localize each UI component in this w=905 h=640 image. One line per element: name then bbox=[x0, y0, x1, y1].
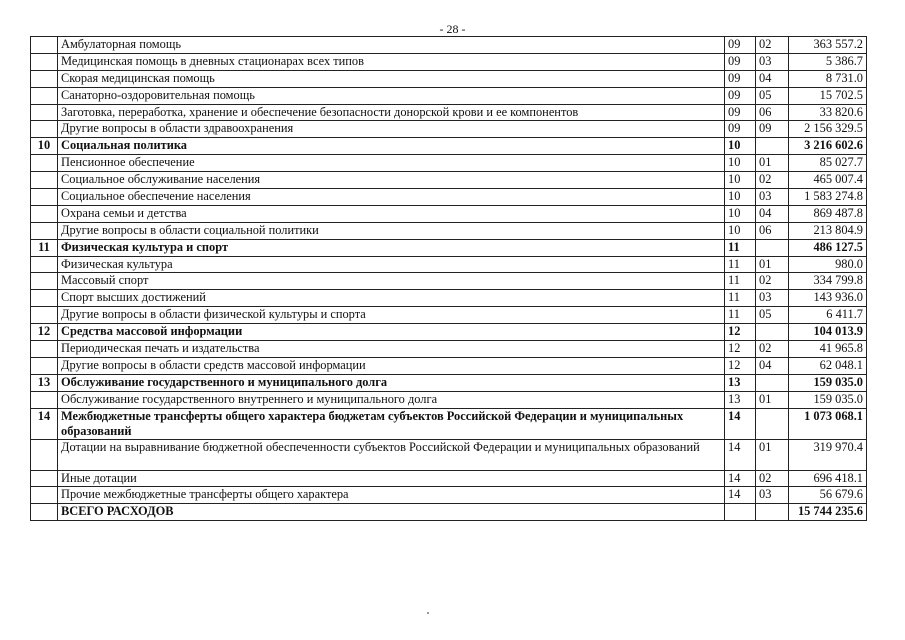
expense-name-cell: ВСЕГО РАСХОДОВ bbox=[58, 504, 725, 521]
section-code-cell: 09 bbox=[725, 104, 756, 121]
section-number-cell bbox=[31, 504, 58, 521]
section-code-cell: 10 bbox=[725, 205, 756, 222]
table-row bbox=[31, 307, 867, 324]
table-row bbox=[31, 439, 867, 470]
section-number-cell bbox=[31, 87, 58, 104]
amount-cell: 159 035.0 bbox=[789, 374, 867, 391]
amount-cell: 41 965.8 bbox=[789, 341, 867, 358]
section-number-cell bbox=[31, 470, 58, 487]
expense-name-cell: Санаторно-оздоровительная помощь bbox=[58, 87, 725, 104]
expense-name-cell: Иные дотации bbox=[58, 470, 725, 487]
table-row bbox=[31, 239, 867, 256]
amount-cell: 5 386.7 bbox=[789, 53, 867, 70]
subsection-code-cell: 03 bbox=[756, 53, 789, 70]
section-code-cell: 14 bbox=[725, 439, 756, 470]
table-row bbox=[31, 273, 867, 290]
section-number-cell bbox=[31, 222, 58, 239]
subsection-code-cell: 04 bbox=[756, 357, 789, 374]
section-code-cell: 11 bbox=[725, 307, 756, 324]
table-row bbox=[31, 70, 867, 87]
section-code-cell: 12 bbox=[725, 324, 756, 341]
amount-cell: 2 156 329.5 bbox=[789, 121, 867, 138]
amount-cell: 8 731.0 bbox=[789, 70, 867, 87]
section-code-cell: 13 bbox=[725, 374, 756, 391]
amount-cell: 1 073 068.1 bbox=[789, 408, 867, 439]
subsection-code-cell bbox=[756, 504, 789, 521]
table-row bbox=[31, 374, 867, 391]
section-code-cell: 09 bbox=[725, 70, 756, 87]
budget-expenses-table bbox=[30, 36, 867, 521]
section-code-cell: 10 bbox=[725, 155, 756, 172]
amount-cell: 6 411.7 bbox=[789, 307, 867, 324]
subsection-code-cell: 05 bbox=[756, 87, 789, 104]
subsection-code-cell: 02 bbox=[756, 37, 789, 54]
section-number-cell bbox=[31, 391, 58, 408]
amount-cell: 85 027.7 bbox=[789, 155, 867, 172]
section-code-cell: 10 bbox=[725, 172, 756, 189]
expense-name-cell: Другие вопросы в области социальной политики bbox=[58, 222, 725, 239]
section-code-cell: 14 bbox=[725, 408, 756, 439]
expense-name-cell: Заготовка, переработка, хранение и обеспечение безопасности донорской крови и ее компонентов bbox=[58, 104, 725, 121]
expense-name-cell: Социальная политика bbox=[58, 138, 725, 155]
subsection-code-cell: 02 bbox=[756, 470, 789, 487]
amount-cell: 56 679.6 bbox=[789, 487, 867, 504]
section-number-cell bbox=[31, 104, 58, 121]
section-code-cell: 14 bbox=[725, 487, 756, 504]
table-row bbox=[31, 408, 867, 439]
subsection-code-cell: 06 bbox=[756, 104, 789, 121]
section-number-cell bbox=[31, 155, 58, 172]
expense-name-cell: Прочие межбюджетные трансферты общего характера bbox=[58, 487, 725, 504]
amount-cell: 319 970.4 bbox=[789, 439, 867, 470]
page-number: - 28 - bbox=[439, 22, 466, 36]
amount-cell: 62 048.1 bbox=[789, 357, 867, 374]
section-number-cell: 14 bbox=[31, 408, 58, 439]
section-number-cell bbox=[31, 307, 58, 324]
table-row bbox=[31, 53, 867, 70]
section-number-cell: 11 bbox=[31, 239, 58, 256]
expense-name-cell: Периодическая печать и издательства bbox=[58, 341, 725, 358]
table-row bbox=[31, 341, 867, 358]
subsection-code-cell: 02 bbox=[756, 172, 789, 189]
amount-cell: 3 216 602.6 bbox=[789, 138, 867, 155]
section-number-cell bbox=[31, 70, 58, 87]
amount-cell: 980.0 bbox=[789, 256, 867, 273]
section-number-cell bbox=[31, 487, 58, 504]
amount-cell: 143 936.0 bbox=[789, 290, 867, 307]
expense-name-cell: Средства массовой информации bbox=[58, 324, 725, 341]
section-number-cell bbox=[31, 53, 58, 70]
expense-name-cell: Межбюджетные трансферты общего характера бюджетам субъектов Российской Федерации и муниципальных образований bbox=[58, 408, 725, 439]
section-number-cell bbox=[31, 273, 58, 290]
subsection-code-cell: 01 bbox=[756, 439, 789, 470]
amount-cell: 486 127.5 bbox=[789, 239, 867, 256]
section-number-cell bbox=[31, 37, 58, 54]
section-code-cell: 11 bbox=[725, 239, 756, 256]
table-row bbox=[31, 357, 867, 374]
subsection-code-cell: 01 bbox=[756, 155, 789, 172]
amount-cell: 363 557.2 bbox=[789, 37, 867, 54]
table-row bbox=[31, 205, 867, 222]
subsection-code-cell bbox=[756, 138, 789, 155]
section-code-cell: 09 bbox=[725, 121, 756, 138]
section-number-cell bbox=[31, 189, 58, 206]
section-code-cell: 09 bbox=[725, 37, 756, 54]
section-code-cell: 10 bbox=[725, 222, 756, 239]
section-number-cell bbox=[31, 172, 58, 189]
table-row bbox=[31, 290, 867, 307]
section-number-cell bbox=[31, 341, 58, 358]
expense-name-cell: Спорт высших достижений bbox=[58, 290, 725, 307]
section-number-cell bbox=[31, 439, 58, 470]
table-row bbox=[31, 504, 867, 521]
subsection-code-cell: 06 bbox=[756, 222, 789, 239]
expense-name-cell: Массовый спорт bbox=[58, 273, 725, 290]
expense-name-cell: Обслуживание государственного внутреннего и муниципального долга bbox=[58, 391, 725, 408]
expense-name-cell: Другие вопросы в области физической культуры и спорта bbox=[58, 307, 725, 324]
section-code-cell: 10 bbox=[725, 189, 756, 206]
section-code-cell: 11 bbox=[725, 290, 756, 307]
expense-name-cell: Медицинская помощь в дневных стационарах всех типов bbox=[58, 53, 725, 70]
section-number-cell: 12 bbox=[31, 324, 58, 341]
table-row bbox=[31, 487, 867, 504]
section-number-cell bbox=[31, 205, 58, 222]
table-row bbox=[31, 155, 867, 172]
amount-cell: 15 744 235.6 bbox=[789, 504, 867, 521]
expense-name-cell: Обслуживание государственного и муниципального долга bbox=[58, 374, 725, 391]
amount-cell: 1 583 274.8 bbox=[789, 189, 867, 206]
subsection-code-cell bbox=[756, 408, 789, 439]
subsection-code-cell bbox=[756, 239, 789, 256]
section-number-cell bbox=[31, 256, 58, 273]
section-code-cell: 11 bbox=[725, 273, 756, 290]
table-row bbox=[31, 391, 867, 408]
expense-name-cell: Дотации на выравнивание бюджетной обеспеченности субъектов Российской Федерации и муниципальных образований bbox=[58, 439, 725, 470]
table-body bbox=[31, 37, 867, 521]
expense-name-cell: Амбулаторная помощь bbox=[58, 37, 725, 54]
section-number-cell: 10 bbox=[31, 138, 58, 155]
section-code-cell: 13 bbox=[725, 391, 756, 408]
section-code-cell: 12 bbox=[725, 341, 756, 358]
section-code-cell: 14 bbox=[725, 470, 756, 487]
table-row bbox=[31, 470, 867, 487]
table-row bbox=[31, 324, 867, 341]
amount-cell: 869 487.8 bbox=[789, 205, 867, 222]
subsection-code-cell bbox=[756, 374, 789, 391]
section-number-cell: 13 bbox=[31, 374, 58, 391]
subsection-code-cell: 09 bbox=[756, 121, 789, 138]
expense-name-cell: Другие вопросы в области здравоохранения bbox=[58, 121, 725, 138]
expense-name-cell: Социальное обеспечение населения bbox=[58, 189, 725, 206]
amount-cell: 33 820.6 bbox=[789, 104, 867, 121]
expense-name-cell: Другие вопросы в области средств массовой информации bbox=[58, 357, 725, 374]
amount-cell: 213 804.9 bbox=[789, 222, 867, 239]
subsection-code-cell: 04 bbox=[756, 205, 789, 222]
table-row bbox=[31, 189, 867, 206]
table-row bbox=[31, 222, 867, 239]
table-row bbox=[31, 138, 867, 155]
expense-name-cell: Социальное обслуживание населения bbox=[58, 172, 725, 189]
section-code-cell: 10 bbox=[725, 138, 756, 155]
subsection-code-cell: 02 bbox=[756, 341, 789, 358]
section-number-cell bbox=[31, 121, 58, 138]
table-row bbox=[31, 172, 867, 189]
section-code-cell: 12 bbox=[725, 357, 756, 374]
table-row bbox=[31, 87, 867, 104]
table-row bbox=[31, 121, 867, 138]
subsection-code-cell: 05 bbox=[756, 307, 789, 324]
expense-name-cell: Физическая культура bbox=[58, 256, 725, 273]
section-code-cell: 09 bbox=[725, 53, 756, 70]
section-number-cell bbox=[31, 357, 58, 374]
table-row bbox=[31, 37, 867, 54]
scan-speck bbox=[427, 612, 429, 614]
section-number-cell bbox=[31, 290, 58, 307]
expense-name-cell: Охрана семьи и детства bbox=[58, 205, 725, 222]
section-code-cell bbox=[725, 504, 756, 521]
subsection-code-cell: 03 bbox=[756, 189, 789, 206]
expense-name-cell: Пенсионное обеспечение bbox=[58, 155, 725, 172]
expense-name-cell: Скорая медицинская помощь bbox=[58, 70, 725, 87]
subsection-code-cell: 03 bbox=[756, 290, 789, 307]
subsection-code-cell: 01 bbox=[756, 391, 789, 408]
amount-cell: 696 418.1 bbox=[789, 470, 867, 487]
amount-cell: 104 013.9 bbox=[789, 324, 867, 341]
expense-name-cell: Физическая культура и спорт bbox=[58, 239, 725, 256]
section-code-cell: 09 bbox=[725, 87, 756, 104]
table-row bbox=[31, 256, 867, 273]
amount-cell: 334 799.8 bbox=[789, 273, 867, 290]
amount-cell: 159 035.0 bbox=[789, 391, 867, 408]
subsection-code-cell: 04 bbox=[756, 70, 789, 87]
subsection-code-cell: 01 bbox=[756, 256, 789, 273]
amount-cell: 15 702.5 bbox=[789, 87, 867, 104]
subsection-code-cell: 03 bbox=[756, 487, 789, 504]
subsection-code-cell: 02 bbox=[756, 273, 789, 290]
amount-cell: 465 007.4 bbox=[789, 172, 867, 189]
table-row bbox=[31, 104, 867, 121]
subsection-code-cell bbox=[756, 324, 789, 341]
section-code-cell: 11 bbox=[725, 256, 756, 273]
